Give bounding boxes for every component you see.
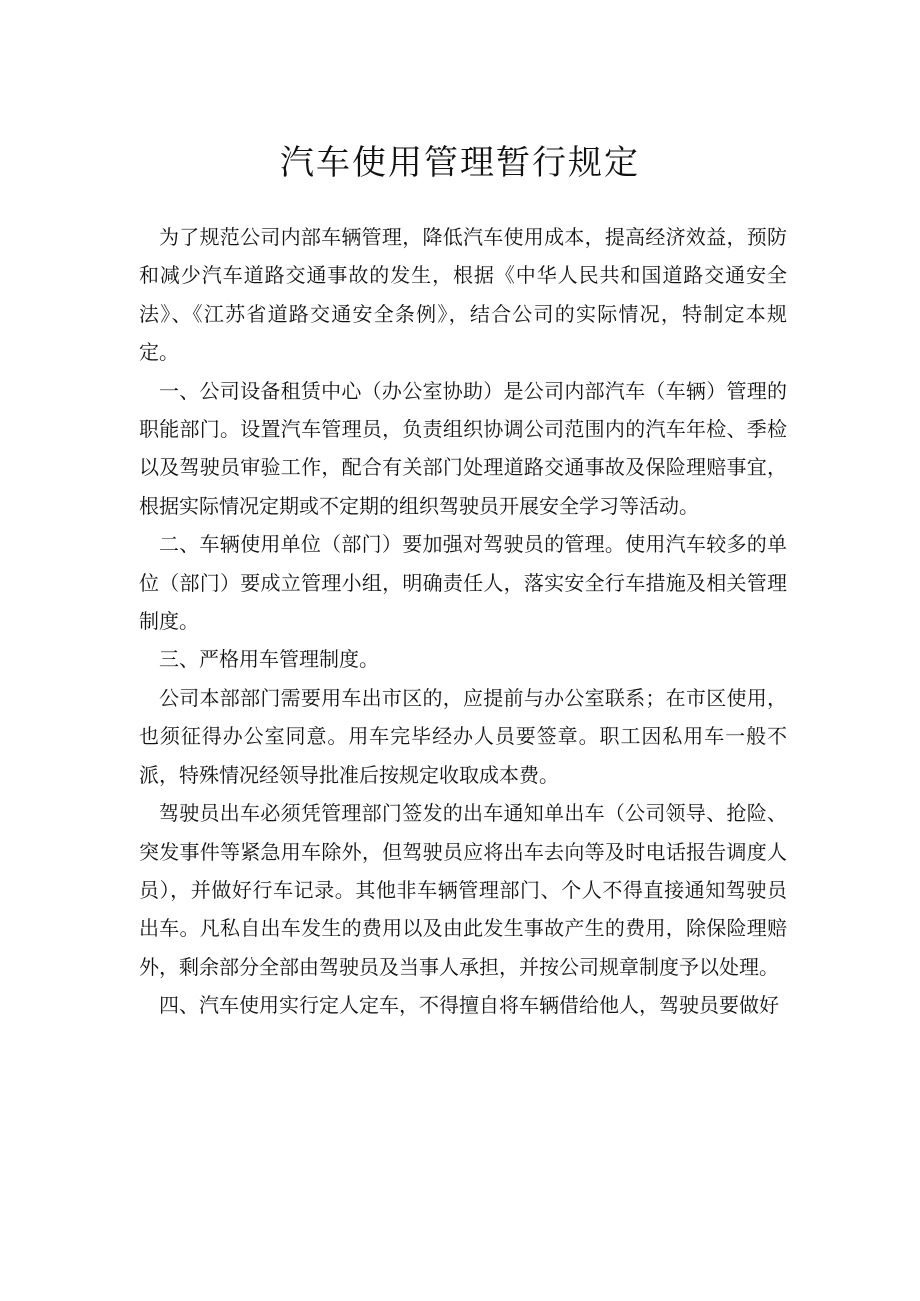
paragraph-section-1: 一、公司设备租赁中心（办公室协助）是公司内部汽车（车辆）管理的职能部门。设置汽车管理员，负责组织协调公司范围内的汽车年检、季检以及驾驶员审验工作，配合有关部门处理道路交通事故及保险理赔事宜，根据实际情况定期或不定期的组织驾驶员开展安全学习等活动。: [139, 378, 787, 518]
paragraph-section-3-driver-dispatch: 驾驶员出车必须凭管理部门签发的出车通知单出车（公司领导、抢险、突发事件等紧急用车除外，但驾驶员应将出车去向等及时电话报告调度人员），并做好行车记录。其他非车辆管理部门、个人不得直接通知驾驶员出车。凡私自出车发生的费用以及由此发生事故产生的费用，除保险理赔外，剩余部分全部由驾驶员及当事人承担，并按公司规章制度予以处理。: [139, 801, 787, 979]
document-body: [139, 218, 787, 1025]
paragraph-intro: 为了规范公司内部车辆管理，降低汽车使用成本，提高经济效益，预防和减少汽车道路交通事故的发生，根据《中华人民共和国道路交通安全法》、《江苏省道路交通安全条例》，结合公司的实际情况，特制定本规定。: [139, 225, 787, 365]
paragraph-section-3-heading: 三、严格用车管理制度。: [159, 647, 379, 672]
paragraph-section-4: 四、汽车使用实行定人定车，不得擅自将车辆借给他人，驾驶员要做好: [159, 993, 779, 1018]
document-title: 汽车使用管理暂行规定: [280, 143, 640, 183]
paragraph-section-3-office-use: 公司本部部门需要用车出市区的，应提前与办公室联系；在市区使用，也须征得办公室同意。用车完毕经办人员要签章。职工因私用车一般不派，特殊情况经领导批准后按规定收取成本费。: [139, 685, 787, 787]
paragraph-section-2: 二、车辆使用单位（部门）要加强对驾驶员的管理。使用汽车较多的单位（部门）要成立管理小组，明确责任人，落实安全行车措施及相关管理制度。: [139, 532, 787, 634]
